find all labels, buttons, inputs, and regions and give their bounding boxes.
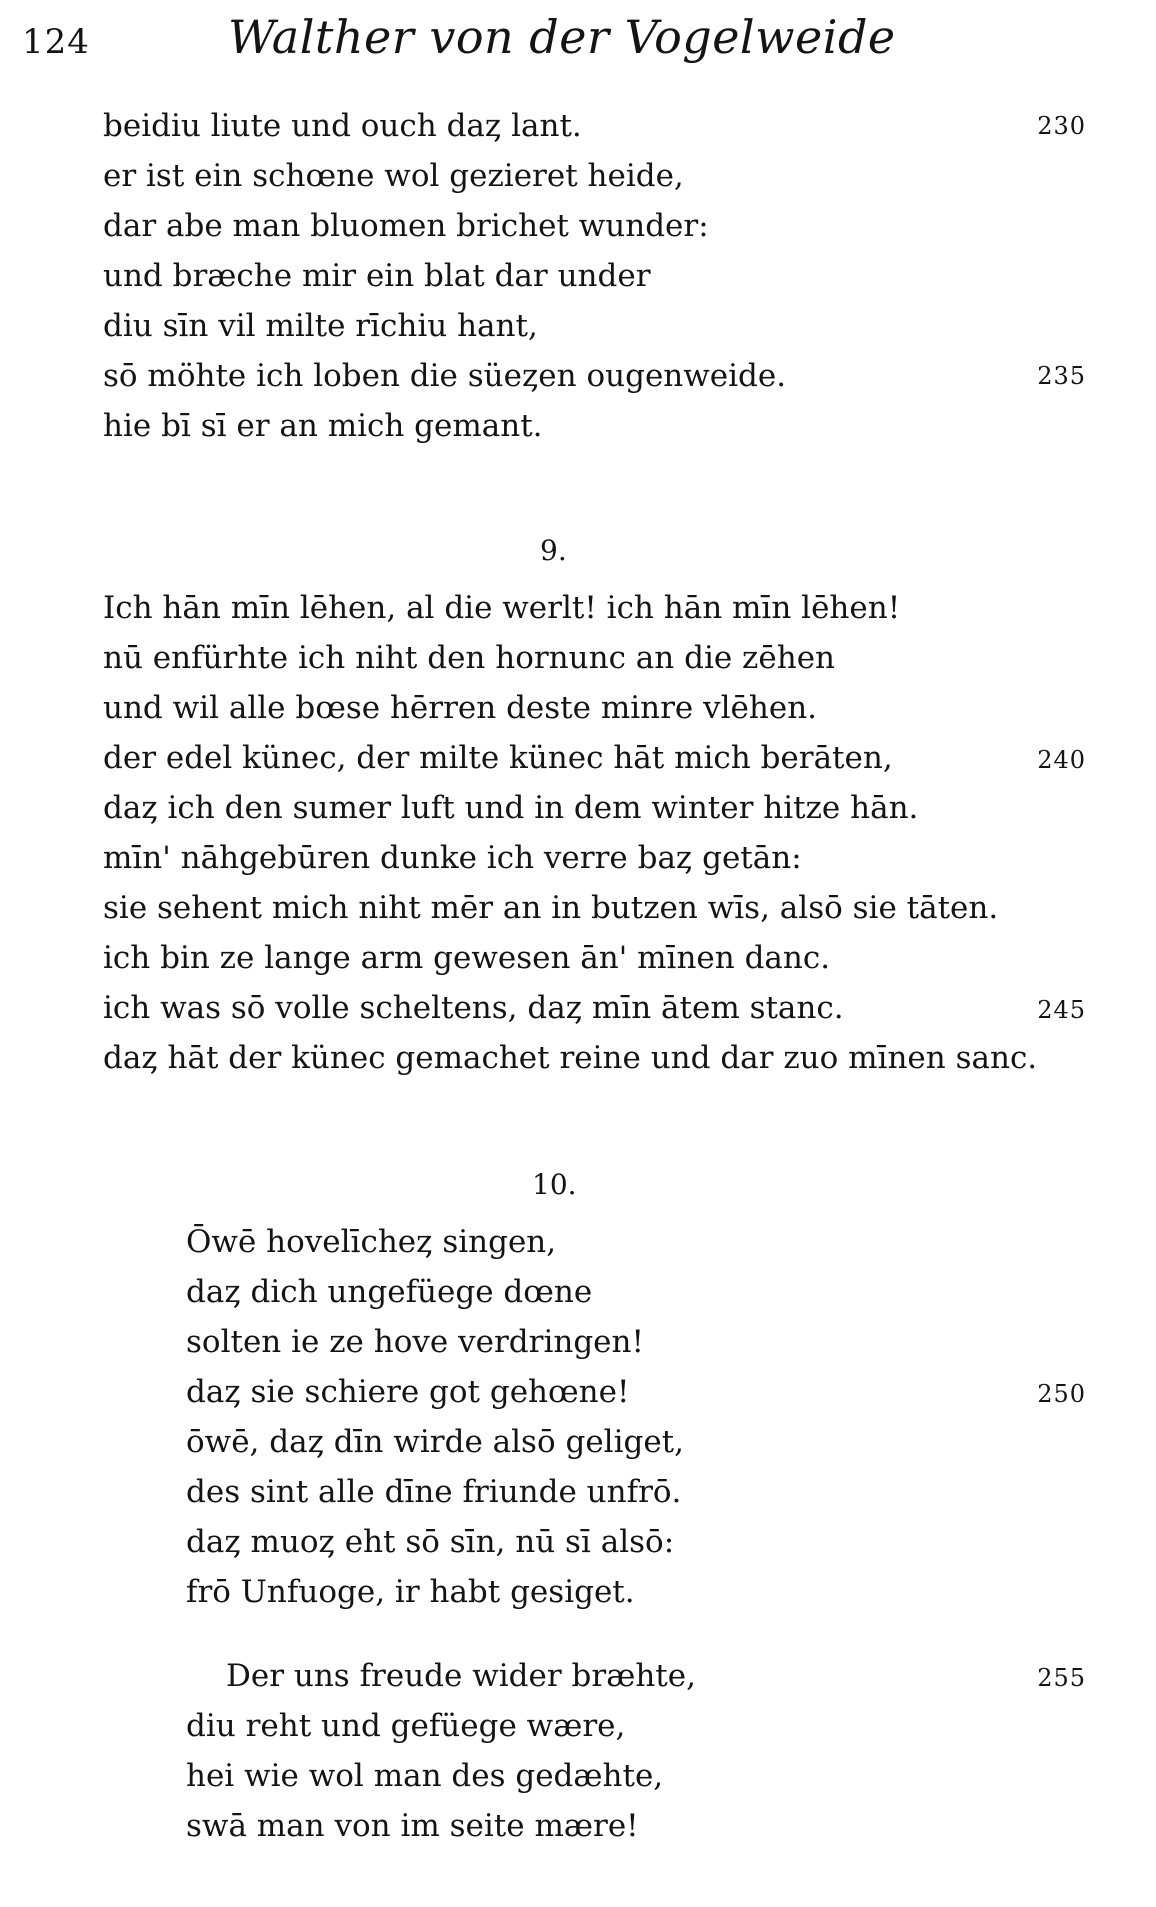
- verse-line: hei wie wol man des gedæhte,: [186, 1758, 664, 1794]
- section-number: 9.: [540, 534, 567, 567]
- verse-line: ich was sō volle scheltens, daȥ mīn ātem stanc.: [103, 990, 844, 1026]
- line-number: 235: [1037, 362, 1086, 390]
- verse-line: sō möhte ich loben die süeȥen ougenweide.: [103, 358, 787, 394]
- verse-line: ich bin ze lange arm gewesen ān' mīnen danc.: [103, 940, 831, 976]
- verse-line: hie bī sī er an mich gemant.: [103, 408, 543, 444]
- verse-line: daȥ hāt der künec gemachet reine und dar zuo mīnen sanc.: [103, 1040, 1038, 1076]
- verse-line: mīn' nāhgebūren dunke ich verre baȥ getān:: [103, 840, 802, 876]
- verse-line: daȥ muoȥ eht sō sīn, nū sī alsō:: [186, 1524, 675, 1560]
- verse-line: Ōwē hovelīcheȥ singen,: [186, 1224, 557, 1260]
- page-number: 124: [22, 22, 90, 62]
- verse-line: und wil alle bœse hērren deste minre vlēhen.: [103, 690, 818, 726]
- verse-line: swā man von im seite mære!: [186, 1808, 639, 1844]
- verse-line: diu reht und gefüege wære,: [186, 1708, 626, 1744]
- line-number: 250: [1037, 1380, 1086, 1408]
- line-number: 240: [1037, 746, 1086, 774]
- verse-line: Ich hān mīn lēhen, al die werlt! ich hān mīn lēhen!: [103, 590, 901, 626]
- verse-line: sie sehent mich niht mēr an in butzen wīs, alsō sie tāten.: [103, 890, 999, 926]
- verse-line: er ist ein schœne wol gezieret heide,: [103, 158, 684, 194]
- section-number: 10.: [532, 1168, 577, 1201]
- verse-line: nū enfürhte ich niht den hornunc an die zēhen: [103, 640, 836, 676]
- verse-line: der edel künec, der milte künec hāt mich berāten,: [103, 740, 893, 776]
- verse-line: daȥ sie schiere got gehœne!: [186, 1374, 630, 1410]
- line-number: 245: [1037, 996, 1086, 1024]
- verse-line: ōwē, daȥ dīn wirde alsō geliget,: [186, 1424, 684, 1460]
- running-title: Walther von der Vogelweide: [228, 10, 896, 64]
- verse-line: dar abe man bluomen brichet wunder:: [103, 208, 709, 244]
- line-number: 255: [1037, 1664, 1086, 1692]
- verse-line: Der uns freude wider bræhte,: [226, 1658, 696, 1694]
- verse-line: daȥ ich den sumer luft und in dem winter hitze hān.: [103, 790, 919, 826]
- verse-line: frō Unfuoge, ir habt gesiget.: [186, 1574, 635, 1610]
- line-number: 230: [1037, 112, 1086, 140]
- verse-line: und bræche mir ein blat dar under: [103, 258, 651, 294]
- verse-line: diu sīn vil milte rīchiu hant,: [103, 308, 538, 344]
- verse-line: daȥ dich ungefüege dœne: [186, 1274, 593, 1310]
- verse-line: beidiu liute und ouch daȥ lant.: [103, 108, 582, 144]
- verse-line: solten ie ze hove verdringen!: [186, 1324, 644, 1360]
- verse-line: des sint alle dīne friunde unfrō.: [186, 1474, 682, 1510]
